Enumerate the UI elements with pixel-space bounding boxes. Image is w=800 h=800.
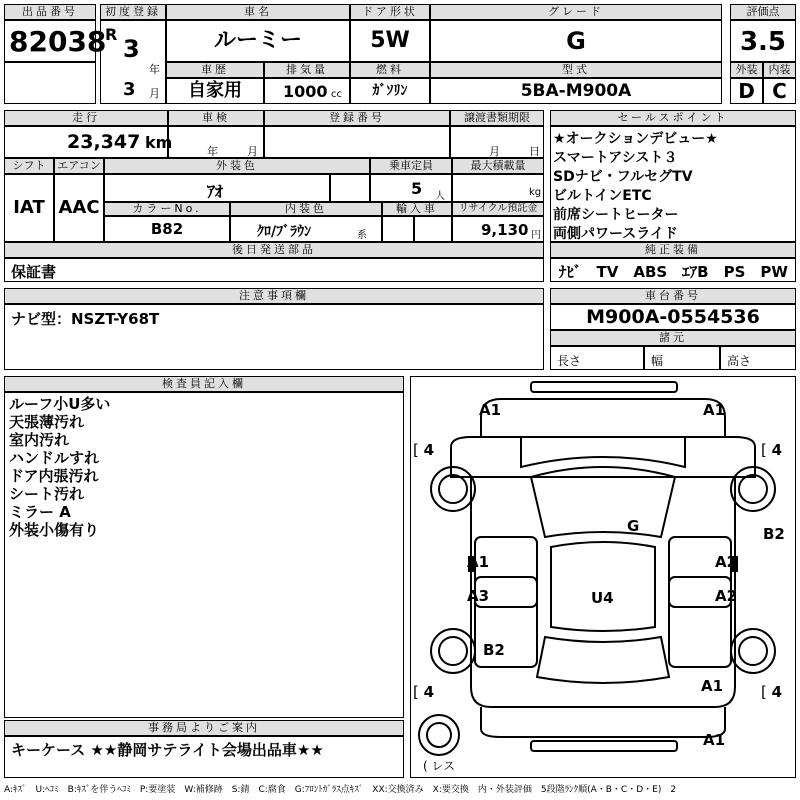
- max-load-unit: kg: [529, 187, 542, 198]
- shift: IAT: [13, 197, 45, 218]
- mileage-unit: km: [145, 133, 173, 152]
- sales-points-label: セールスポイント: [550, 110, 796, 126]
- mark-left-quarter: B2: [483, 641, 505, 659]
- score-cell: [730, 20, 796, 62]
- interior-grade: C: [772, 79, 787, 103]
- mark-right-rear-door: A2: [715, 587, 738, 605]
- interior-color-cell: [230, 216, 382, 242]
- inspector-note-item: ミラー A: [9, 503, 71, 521]
- era: R: [105, 25, 118, 44]
- later-parts-label: 後日発送部品: [4, 242, 544, 258]
- capacity-cell: [370, 174, 452, 202]
- tire-rear-left-value: 4: [423, 683, 435, 701]
- car-name-cell: [166, 20, 350, 62]
- mark-rear-bumper: A1: [703, 731, 726, 749]
- tire-front-left: [ 4: [413, 441, 435, 459]
- max-load-cell: [452, 174, 544, 202]
- registration-number-cell: [264, 126, 450, 158]
- mark-left-front-door: A1: [467, 553, 490, 571]
- import-cell-a: [382, 216, 414, 242]
- tire-rear-left: [ 4: [413, 683, 435, 701]
- shift-label: シフト: [4, 158, 54, 174]
- door-label: ドア形状: [350, 4, 430, 20]
- sales-point-item: 前席シートヒーター: [553, 207, 679, 223]
- mileage: 23,347: [67, 131, 141, 153]
- specs-label: 諸元: [550, 330, 796, 346]
- tire-rear-right-value: 4: [771, 683, 783, 701]
- notes-label: 注意事項欄: [4, 288, 544, 304]
- transfer-deadline-label: 譲渡書類期限: [450, 110, 544, 126]
- sales-points-cell: [550, 126, 796, 242]
- inspector-note-item: 天張薄汚れ: [9, 413, 85, 431]
- mark-windshield: G: [627, 517, 640, 535]
- inspector-note-item: シート汚れ: [9, 485, 85, 503]
- lot-number-cell: [4, 20, 107, 62]
- fuel-cell: [350, 78, 430, 104]
- transfer-month-unit: 月: [489, 145, 500, 158]
- grade-cell: [430, 20, 722, 62]
- registration-number-label: 登録番号: [264, 110, 450, 126]
- capacity-label: 乗車定員: [370, 158, 452, 174]
- car-name-label: 車名: [166, 4, 350, 20]
- interior-label: 内装: [763, 62, 796, 78]
- mileage-label: 走行: [4, 110, 168, 126]
- capacity-unit: 人: [435, 191, 445, 202]
- tire-front-right-value: 4: [771, 441, 783, 459]
- height-cell: [720, 346, 796, 370]
- tire-front-right: [ 4: [761, 441, 783, 459]
- lot-number: 82038: [9, 25, 107, 58]
- sales-point-item: スマートアシスト３: [553, 150, 678, 166]
- reg-month: 3: [123, 79, 136, 100]
- sales-point-item: 両側パワースライド: [553, 226, 678, 242]
- mark-front-right: A1: [703, 401, 726, 419]
- office-info-label: 事務局よりご案内: [4, 720, 404, 736]
- exterior-color: ｱｵ: [207, 182, 224, 201]
- inspector-notes-label: 検査員記入欄: [4, 376, 404, 392]
- car-name: ルーミー: [213, 28, 302, 53]
- length-cell: [550, 346, 644, 370]
- exterior-grade: D: [738, 79, 755, 103]
- recycle-label: リサイクル預託金: [452, 202, 544, 216]
- spare-tire: ( レス: [423, 759, 456, 773]
- door-type: 5W: [370, 28, 410, 53]
- recycle-cell: [452, 216, 544, 242]
- ac: AAC: [58, 197, 100, 218]
- capacity: 5: [411, 179, 423, 198]
- interior-color-unit: 系: [357, 230, 367, 241]
- first-registration-cell: [100, 20, 166, 104]
- transfer-deadline-cell: [450, 126, 544, 158]
- mark-rear-right: A1: [701, 677, 724, 695]
- import-label: 輸入車: [382, 202, 452, 216]
- equipment-label: 純正装備: [550, 242, 796, 258]
- reg-year-unit: 年: [149, 63, 160, 76]
- inspection-label: 車検: [168, 110, 264, 126]
- inspector-note-item: ルーフ小U多い: [9, 395, 111, 413]
- first-registration-label: 初度登録: [100, 4, 166, 20]
- transfer-day-unit: 日: [529, 145, 540, 158]
- height-label: 高さ: [727, 354, 752, 368]
- interior-grade-cell: [763, 78, 796, 104]
- inspector-note-item: ドア内張汚れ: [9, 467, 99, 485]
- reg-month-unit: 月: [149, 87, 160, 100]
- fuel: ｶﾞｿﾘﾝ: [372, 83, 408, 99]
- tire-rear-right: [ 4: [761, 683, 783, 701]
- tire-front-left-value: 4: [423, 441, 435, 459]
- car-outline: [411, 377, 795, 777]
- width-cell: [644, 346, 720, 370]
- length-label: 長さ: [557, 354, 582, 368]
- displacement-cell: [264, 78, 350, 104]
- mark-right-front-door: A2: [715, 553, 738, 571]
- inspector-note-item: 室内汚れ: [9, 431, 70, 449]
- equipment: ﾅﾋﾞ TV ABS ｴｱB PS PW: [559, 263, 788, 281]
- history-label: 車歴: [166, 62, 264, 78]
- grade-label: グレード: [430, 4, 722, 20]
- exterior-color-extra: [330, 174, 370, 202]
- width-label: 幅: [651, 354, 664, 368]
- inspector-note-item: 外装小傷有り: [9, 521, 100, 539]
- model: 5BA-M900A: [520, 81, 632, 101]
- equipment-cell: [550, 258, 796, 282]
- sales-point-item: ビルトインETC: [553, 188, 652, 204]
- office-info-cell: [4, 736, 404, 778]
- inspection-month-unit: 月: [247, 145, 258, 158]
- recycle-unit: 円: [531, 230, 541, 241]
- import-cell-b: [414, 216, 452, 242]
- fuel-label: 燃料: [350, 62, 430, 78]
- recycle: 9,130: [481, 221, 529, 239]
- office-info: キーケース ★★静岡サテライト会場出品車★★: [11, 741, 324, 759]
- max-load-label: 最大積載量: [452, 158, 544, 174]
- mark-right-fender: B2: [763, 525, 785, 543]
- sales-point-item: ★オークションデビュー★: [553, 131, 718, 147]
- chassis-label: 車台番号: [550, 288, 796, 304]
- notes-cell: [4, 304, 544, 370]
- mileage-cell: [4, 126, 173, 158]
- spare-tire-value: レス: [431, 759, 456, 773]
- history-cell: [166, 78, 264, 104]
- model-label: 型式: [430, 62, 722, 78]
- exterior-color-cell: [104, 174, 330, 202]
- interior-color-label: 内装色: [230, 202, 382, 216]
- exterior-grade-cell: [730, 78, 763, 104]
- score-label: 評価点: [730, 4, 796, 20]
- mark-left-rear-door: A3: [467, 587, 490, 605]
- lot-number-label: 出品番号: [4, 4, 96, 20]
- color-number: B82: [150, 220, 184, 238]
- displacement: 1000: [283, 82, 328, 101]
- lot-number-blank: [4, 62, 96, 104]
- exterior-color-label: 外装色: [104, 158, 370, 174]
- grade: G: [566, 27, 586, 55]
- sales-point-item: SDナビ・フルセグTV: [553, 169, 693, 185]
- exterior-label: 外装: [730, 62, 763, 78]
- chassis-number: M900A-0554536: [586, 306, 760, 328]
- mark-roof: U4: [591, 589, 614, 607]
- mark-front-left: A1: [479, 401, 502, 419]
- displacement-unit: cc: [331, 89, 342, 100]
- later-parts-cell: [4, 258, 544, 282]
- inspector-notes-cell: [4, 392, 404, 718]
- ac-cell: [54, 174, 104, 242]
- reg-year: 3: [123, 35, 140, 63]
- door-cell: [350, 20, 430, 62]
- color-number-label: カラーNo.: [104, 202, 230, 216]
- score: 3.5: [739, 27, 787, 57]
- damage-diagram: [410, 376, 796, 778]
- history: 自家用: [188, 80, 242, 101]
- color-number-cell: [104, 216, 230, 242]
- displacement-label: 排気量: [264, 62, 350, 78]
- chassis-cell: [550, 304, 796, 330]
- legend: A:ｷｽﾞ U:ﾍｺﾐ B:ｷｽﾞを伴うﾍｺﾐ P:要塗装 W:補修跡 S:錆 C:腐食 G:ﾌﾛﾝﾄｶﾞﾗｽ点ｷｽﾞ XX:交換済み X:要交換 内・外装評価 5段階ﾗﾝｸ順(A・B・C・D・E) 2: [4, 785, 677, 795]
- notes-text: ナビ型：NSZT-Y68T: [11, 310, 160, 328]
- inspection-year-unit: 年: [207, 145, 218, 158]
- ac-label: エアコン: [54, 158, 104, 174]
- model-cell: [430, 78, 722, 104]
- shift-cell: [4, 174, 54, 242]
- inspection-cell: [168, 126, 264, 158]
- later-parts: 保証書: [11, 263, 57, 281]
- inspector-note-item: ハンドルすれ: [9, 449, 100, 467]
- interior-color: ｸﾛ/ﾌﾞﾗｳﾝ: [257, 224, 312, 240]
